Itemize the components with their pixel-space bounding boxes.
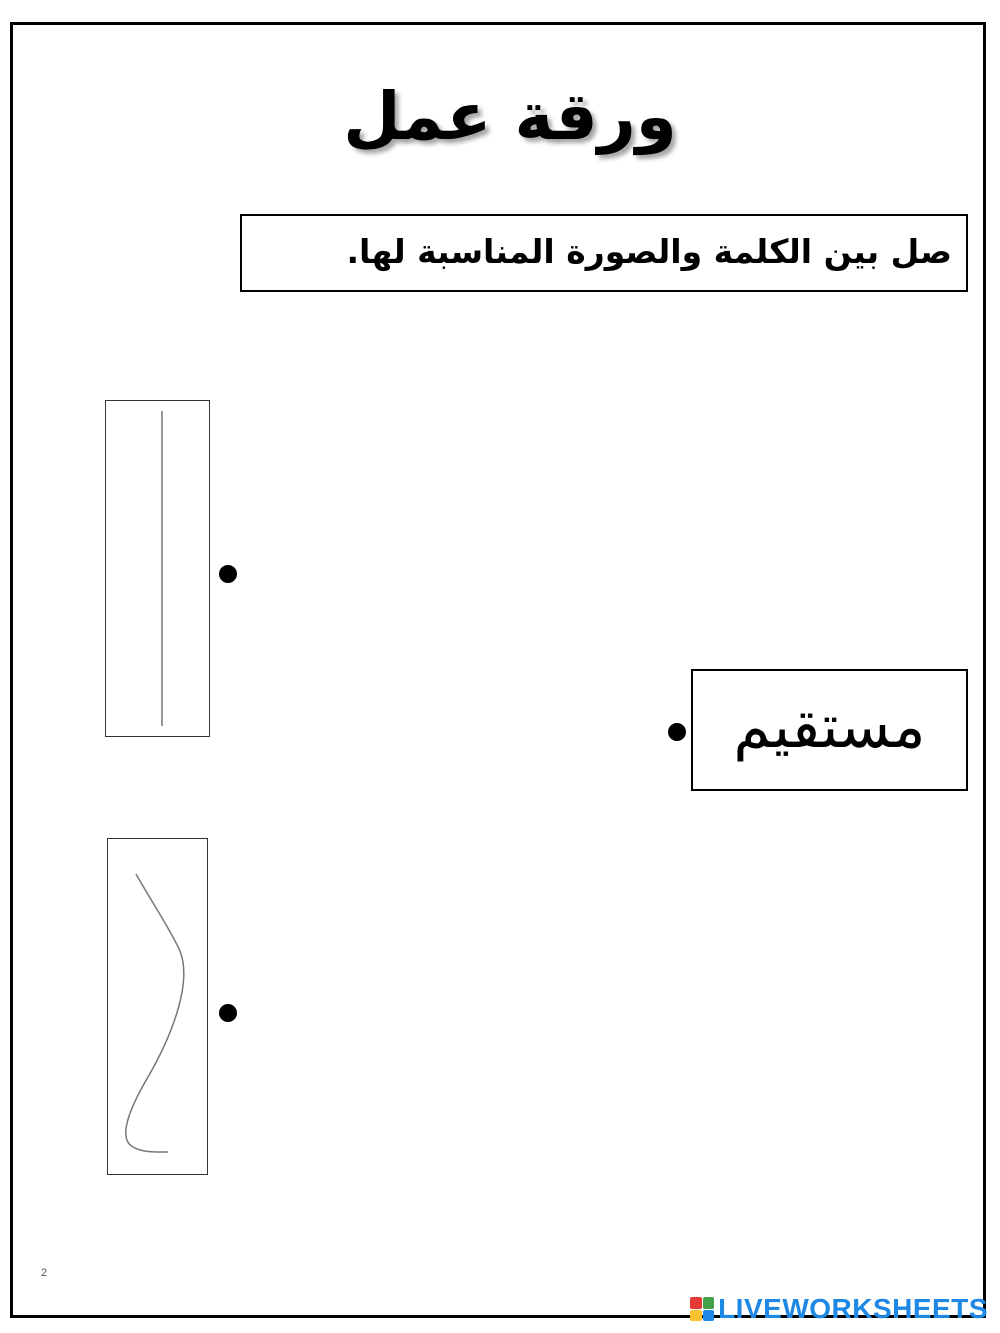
connector-dot-picture-1[interactable] bbox=[219, 565, 237, 583]
liveworksheets-logo-icon bbox=[690, 1297, 714, 1321]
instruction-box bbox=[240, 214, 968, 292]
page-title: ورقة عمل bbox=[343, 78, 677, 155]
connector-dot-picture-2[interactable] bbox=[219, 1004, 237, 1022]
page-number: 2 bbox=[41, 1267, 48, 1279]
picture-box-curved bbox=[107, 838, 208, 1175]
liveworksheets-watermark bbox=[690, 1293, 988, 1325]
word-box bbox=[691, 669, 968, 791]
curved-line-icon bbox=[108, 839, 209, 1176]
connector-dot-word[interactable] bbox=[668, 723, 686, 741]
straight-line-icon bbox=[106, 401, 211, 738]
picture-box-straight bbox=[105, 400, 210, 737]
watermark-text: LIVEWORKSHEETS bbox=[718, 1293, 988, 1324]
instruction-text: صل بين الكلمة والصورة المناسبة لها. bbox=[346, 232, 952, 271]
word-text: مستقيم bbox=[733, 692, 926, 762]
